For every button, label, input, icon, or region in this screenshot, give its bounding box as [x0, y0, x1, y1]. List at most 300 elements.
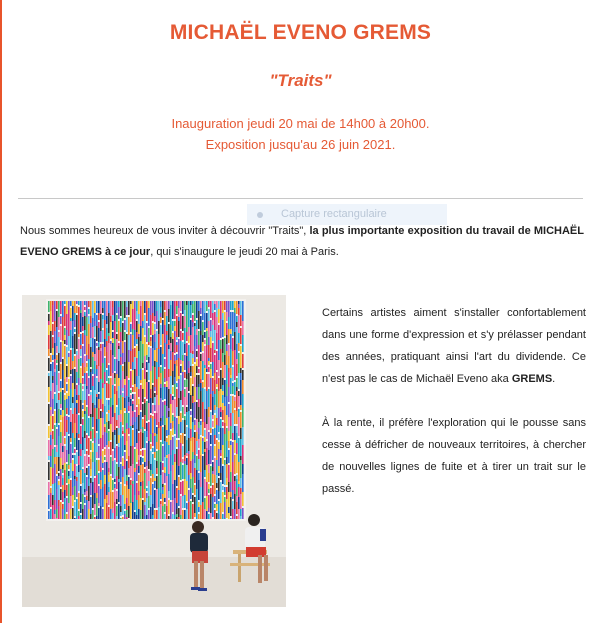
paint-stroke: [206, 301, 208, 305]
paint-stroke: [234, 476, 236, 481]
artwork-photo: [22, 295, 286, 607]
paint-stroke: [218, 309, 220, 323]
paint-stroke: [60, 415, 62, 420]
paint-stroke: [76, 331, 78, 349]
paint-stroke: [100, 351, 102, 366]
paint-stroke: [180, 360, 182, 364]
paint-stroke: [230, 334, 232, 349]
paint-stroke: [196, 375, 198, 387]
paint-stroke: [138, 376, 140, 389]
paint-stroke: [182, 316, 184, 331]
paint-stroke: [184, 380, 186, 387]
paint-stroke: [72, 471, 74, 487]
paint-stroke: [50, 488, 52, 493]
paint-stroke: [90, 338, 92, 347]
paint-stroke: [54, 457, 56, 464]
paint-stroke: [156, 451, 158, 461]
paint-stroke: [154, 330, 156, 334]
paint-stroke: [232, 351, 234, 365]
paint-stroke: [214, 394, 216, 405]
paint-stroke: [224, 502, 226, 518]
paint-stroke: [68, 357, 70, 377]
paint-stroke: [232, 442, 234, 462]
paint-stroke: [58, 500, 60, 506]
paint-stroke: [70, 350, 72, 370]
paint-stroke: [218, 325, 220, 340]
paint-stroke: [164, 401, 166, 405]
paint-stroke: [182, 390, 184, 405]
paint-stroke: [162, 334, 164, 348]
paint-stroke: [230, 426, 232, 439]
paint-stroke: [210, 435, 212, 444]
paint-stroke: [104, 301, 106, 320]
paint-stroke: [242, 380, 244, 394]
paint-stroke: [54, 514, 56, 519]
paint-stroke: [130, 480, 132, 485]
paint-stroke: [184, 355, 186, 370]
paint-stroke: [92, 352, 94, 357]
paint-stroke: [96, 460, 98, 475]
paint-stroke: [212, 313, 214, 320]
paint-stroke: [164, 473, 166, 483]
paint-stroke: [196, 402, 198, 419]
paint-stroke: [96, 365, 98, 369]
paint-stroke: [190, 305, 192, 318]
paint-stroke: [238, 462, 240, 481]
paint-stroke: [232, 476, 234, 490]
paint-stroke: [198, 384, 200, 387]
paint-stroke: [182, 446, 184, 457]
paint-stroke: [52, 399, 54, 414]
paint-stroke: [152, 385, 154, 403]
paint-stroke: [222, 362, 224, 378]
paint-stroke: [96, 452, 98, 458]
paint-stroke: [78, 301, 80, 305]
paint-stroke: [66, 399, 68, 408]
paint-stroke: [230, 368, 232, 375]
paint-stroke: [206, 363, 208, 369]
paint-stroke: [118, 378, 120, 386]
paint-stroke: [102, 404, 104, 412]
paint-stroke: [208, 508, 210, 512]
paint-stroke: [136, 311, 138, 319]
paint-stroke: [224, 355, 226, 365]
paint-stroke: [120, 512, 122, 516]
paint-stroke: [188, 475, 190, 488]
paint-stroke: [64, 340, 66, 344]
paint-stroke: [194, 497, 196, 513]
paint-stroke: [136, 464, 138, 470]
paint-stroke: [138, 389, 140, 397]
paint-stroke: [146, 362, 148, 370]
intro-bold-text: la plus importante exposition du travail de MICHAËL EVENO GREMS à ce jour: [20, 225, 584, 258]
paint-stroke: [84, 497, 86, 503]
paint-stroke: [114, 445, 116, 448]
paint-stroke: [126, 396, 128, 413]
paint-stroke: [118, 467, 120, 479]
paint-stroke: [86, 389, 88, 405]
paint-stroke: [198, 399, 200, 407]
paint-stroke: [218, 514, 220, 519]
paint-stroke: [226, 396, 228, 415]
paint-stroke: [124, 320, 126, 330]
paint-stroke: [84, 411, 86, 414]
paint-stroke: [168, 309, 170, 322]
paint-stroke: [154, 478, 156, 481]
paint-stroke: [138, 475, 140, 491]
paint-stroke: [98, 366, 100, 382]
paint-stroke: [162, 416, 164, 425]
paint-stroke: [168, 301, 170, 304]
paint-stroke: [192, 301, 194, 304]
paint-stroke: [208, 489, 210, 493]
paint-stroke: [88, 457, 90, 464]
paint-stroke: [206, 441, 208, 448]
paint-stroke: [134, 384, 136, 392]
paint-stroke: [92, 452, 94, 462]
paint-stroke: [210, 494, 212, 513]
paint-stroke: [108, 317, 110, 333]
paint-stroke: [122, 517, 124, 519]
paint-stroke: [58, 476, 60, 479]
paint-stroke: [196, 335, 198, 349]
paint-stroke: [78, 307, 80, 319]
paint-stroke: [208, 367, 210, 372]
paint-stroke: [118, 415, 120, 428]
paint-stroke: [234, 410, 236, 424]
paint-stroke: [180, 331, 182, 337]
paint-stroke: [58, 301, 60, 317]
paint-stroke: [62, 436, 64, 446]
paint-stroke: [184, 310, 186, 316]
paint-stroke: [154, 518, 156, 519]
paint-stroke: [66, 314, 68, 330]
paint-stroke: [120, 495, 122, 506]
paint-stroke: [58, 400, 60, 409]
paint-stroke: [132, 329, 134, 335]
paint-stroke: [168, 474, 170, 491]
paint-stroke: [222, 378, 224, 385]
paint-stroke: [60, 502, 62, 519]
paint-stroke: [50, 355, 52, 362]
paint-stroke: [128, 317, 130, 335]
paint-stroke: [86, 373, 88, 386]
paint-stroke: [92, 403, 94, 417]
paint-stroke: [216, 513, 218, 519]
paint-stroke: [120, 301, 122, 316]
paint-stroke: [172, 301, 174, 319]
paint-stroke: [240, 428, 242, 439]
paint-stroke: [144, 505, 146, 516]
paint-stroke: [122, 495, 124, 515]
paint-stroke: [64, 514, 66, 519]
paint-stroke: [172, 400, 174, 413]
paint-stroke: [148, 510, 150, 519]
paint-stroke: [240, 363, 242, 368]
paint-stroke: [158, 367, 160, 377]
paint-stroke: [162, 494, 164, 506]
paint-stroke: [206, 391, 208, 409]
body-paragraph-1-text: Certains artistes aiment s'installer confortablement dans une forme d'expression et s'y prélasser pendant des années, pratiquant ainsi l'art du dividende. Ce n'est pas le cas de Michaël Eveno aka: [322, 307, 586, 385]
paint-stroke: [96, 475, 98, 493]
paint-stroke: [114, 488, 116, 502]
paint-stroke: [156, 476, 158, 489]
paint-stroke: [186, 407, 188, 412]
paint-stroke: [50, 493, 52, 507]
paint-stroke: [218, 491, 220, 499]
paint-stroke: [202, 502, 204, 519]
paint-stroke: [188, 502, 190, 519]
paint-stroke: [72, 321, 74, 336]
paint-stroke: [210, 466, 212, 486]
paint-stroke: [126, 510, 128, 517]
paint-stroke: [192, 422, 194, 437]
paint-stroke: [84, 316, 86, 330]
paint-stroke: [68, 454, 70, 465]
paint-stroke: [204, 498, 206, 509]
paint-stroke: [238, 308, 240, 315]
paint-stroke: [224, 492, 226, 495]
paint-stroke: [110, 476, 112, 492]
paint-stroke: [206, 305, 208, 311]
paint-stroke: [116, 420, 118, 426]
paint-stroke: [172, 415, 174, 421]
paint-stroke: [112, 461, 114, 478]
paint-stroke: [148, 481, 150, 496]
paint-stroke: [188, 461, 190, 475]
paint-stroke: [210, 488, 212, 494]
paint-stroke: [120, 410, 122, 414]
paint-stroke: [60, 316, 62, 324]
paint-stroke: [126, 503, 128, 510]
paint-stroke: [66, 498, 68, 512]
paint-stroke: [164, 325, 166, 343]
paint-stroke: [238, 481, 240, 484]
paint-stroke: [150, 398, 152, 413]
paint-stroke: [194, 485, 196, 495]
paint-stroke: [242, 474, 244, 492]
paint-stroke: [108, 313, 110, 317]
paint-stroke: [240, 315, 242, 326]
paint-stroke: [188, 428, 190, 438]
paint-stroke: [152, 454, 154, 471]
paint-stroke: [58, 393, 60, 400]
paint-stroke: [134, 472, 136, 492]
paint-stroke: [94, 374, 96, 378]
paint-stroke: [150, 375, 152, 389]
paint-stroke: [160, 501, 162, 504]
paint-stroke: [60, 443, 62, 458]
paint-stroke: [124, 504, 126, 509]
paint-stroke: [140, 420, 142, 429]
paint-stroke: [176, 354, 178, 360]
paint-stroke: [142, 344, 144, 363]
paint-stroke: [80, 383, 82, 400]
paint-stroke: [202, 438, 204, 441]
paint-stroke: [80, 426, 82, 444]
paint-stroke: [236, 364, 238, 376]
paint-stroke: [94, 354, 96, 361]
paint-stroke: [220, 432, 222, 450]
paint-stroke: [122, 458, 124, 466]
paint-stroke: [66, 514, 68, 519]
paint-stroke: [218, 442, 220, 449]
paint-stroke: [156, 427, 158, 434]
paint-stroke: [128, 506, 130, 518]
paint-stroke: [162, 472, 164, 484]
paint-stroke: [154, 334, 156, 342]
paint-stroke: [136, 387, 138, 405]
paint-stroke: [70, 480, 72, 496]
paint-stroke: [86, 435, 88, 440]
paint-stroke: [148, 363, 150, 380]
paint-stroke: [170, 502, 172, 519]
paint-stroke: [242, 370, 244, 380]
paint-stroke: [112, 417, 114, 432]
paint-stroke: [178, 449, 180, 466]
paint-stroke: [154, 460, 156, 478]
paint-stroke: [50, 391, 52, 407]
paint-stroke: [226, 487, 228, 499]
paint-stroke: [190, 411, 192, 415]
paint-stroke: [128, 406, 130, 411]
paint-stroke: [180, 413, 182, 422]
paint-stroke: [214, 504, 216, 508]
paint-stroke: [66, 384, 68, 391]
paint-stroke: [238, 454, 240, 462]
paint-stroke: [98, 460, 100, 471]
paint-stroke: [62, 373, 64, 388]
paint-stroke: [128, 489, 130, 506]
paint-stroke: [220, 349, 222, 368]
paint-stroke: [98, 328, 100, 342]
paint-stroke: [224, 397, 226, 406]
paint-stroke: [218, 473, 220, 476]
paint-stroke: [62, 410, 64, 417]
paint-stroke: [104, 339, 106, 347]
paint-stroke: [76, 355, 78, 372]
paint-stroke: [182, 496, 184, 508]
paint-stroke: [50, 432, 52, 435]
paint-stroke: [242, 427, 244, 445]
paint-stroke: [166, 455, 168, 458]
paint-stroke: [84, 431, 86, 438]
paint-stroke: [216, 418, 218, 425]
paint-stroke: [130, 324, 132, 332]
paint-stroke: [220, 340, 222, 349]
paint-stroke: [198, 507, 200, 512]
paint-stroke: [48, 462, 50, 480]
paint-stroke: [198, 480, 200, 500]
paint-stroke: [62, 492, 64, 502]
paint-stroke: [78, 339, 80, 359]
paint-stroke: [68, 471, 70, 476]
paint-stroke: [150, 444, 152, 449]
paint-stroke: [186, 305, 188, 319]
paint-stroke: [58, 506, 60, 519]
paint-stroke: [78, 334, 80, 337]
paint-stroke: [176, 306, 178, 314]
paint-stroke: [160, 426, 162, 440]
paint-stroke: [154, 452, 156, 458]
paint-stroke: [192, 495, 194, 502]
paint-stroke: [116, 339, 118, 359]
paint-stroke: [80, 456, 82, 470]
paint-stroke: [142, 389, 144, 402]
paint-stroke: [108, 468, 110, 472]
paint-stroke: [214, 405, 216, 410]
paint-stroke: [166, 387, 168, 406]
paint-stroke: [132, 446, 134, 464]
paint-stroke: [90, 483, 92, 495]
paint-stroke: [114, 389, 116, 394]
paint-stroke: [64, 346, 66, 359]
paint-stroke: [130, 426, 132, 446]
paint-stroke: [110, 350, 112, 368]
paint-stroke: [172, 437, 174, 450]
paint-stroke: [124, 486, 126, 504]
paint-stroke: [216, 301, 218, 308]
paint-stroke: [204, 301, 206, 313]
paint-stroke: [150, 418, 152, 434]
paint-stroke: [214, 380, 216, 394]
paint-stroke: [94, 301, 96, 313]
paint-stroke: [140, 412, 142, 420]
paint-stroke: [190, 395, 192, 409]
paint-stroke: [56, 429, 58, 445]
paint-stroke: [112, 315, 114, 321]
paint-stroke: [240, 494, 242, 509]
paint-stroke: [84, 489, 86, 492]
paint-stroke: [96, 348, 98, 365]
paint-stroke: [172, 339, 174, 352]
paint-stroke: [238, 509, 240, 519]
paint-stroke: [60, 301, 62, 314]
paint-stroke: [210, 513, 212, 519]
paint-stroke: [226, 301, 228, 312]
paint-stroke: [94, 405, 96, 408]
paint-stroke: [108, 475, 110, 482]
intro-paragraph: [20, 221, 584, 263]
paint-stroke: [122, 341, 124, 353]
paint-stroke: [166, 406, 168, 418]
paint-stroke: [238, 417, 240, 436]
paint-stroke: [164, 425, 166, 441]
paint-stroke: [150, 434, 152, 442]
paint-stroke: [80, 349, 82, 356]
paint-stroke: [214, 355, 216, 373]
paint-stroke: [50, 416, 52, 432]
paint-stroke: [94, 478, 96, 493]
paint-stroke: [168, 500, 170, 514]
paint-stroke: [240, 488, 242, 494]
paint-stroke: [228, 345, 230, 356]
section-divider: [18, 198, 583, 199]
paint-stroke: [172, 387, 174, 394]
paint-stroke: [118, 443, 120, 447]
paint-stroke: [56, 489, 58, 509]
paint-stroke: [110, 398, 112, 407]
paint-stroke: [222, 320, 224, 332]
paint-stroke: [194, 513, 196, 517]
paint-stroke: [208, 358, 210, 361]
paint-stroke: [158, 507, 160, 519]
paint-stroke: [228, 404, 230, 417]
paint-stroke: [180, 496, 182, 515]
paint-stroke: [192, 441, 194, 452]
paint-stroke: [142, 419, 144, 427]
paint-stroke: [150, 464, 152, 470]
